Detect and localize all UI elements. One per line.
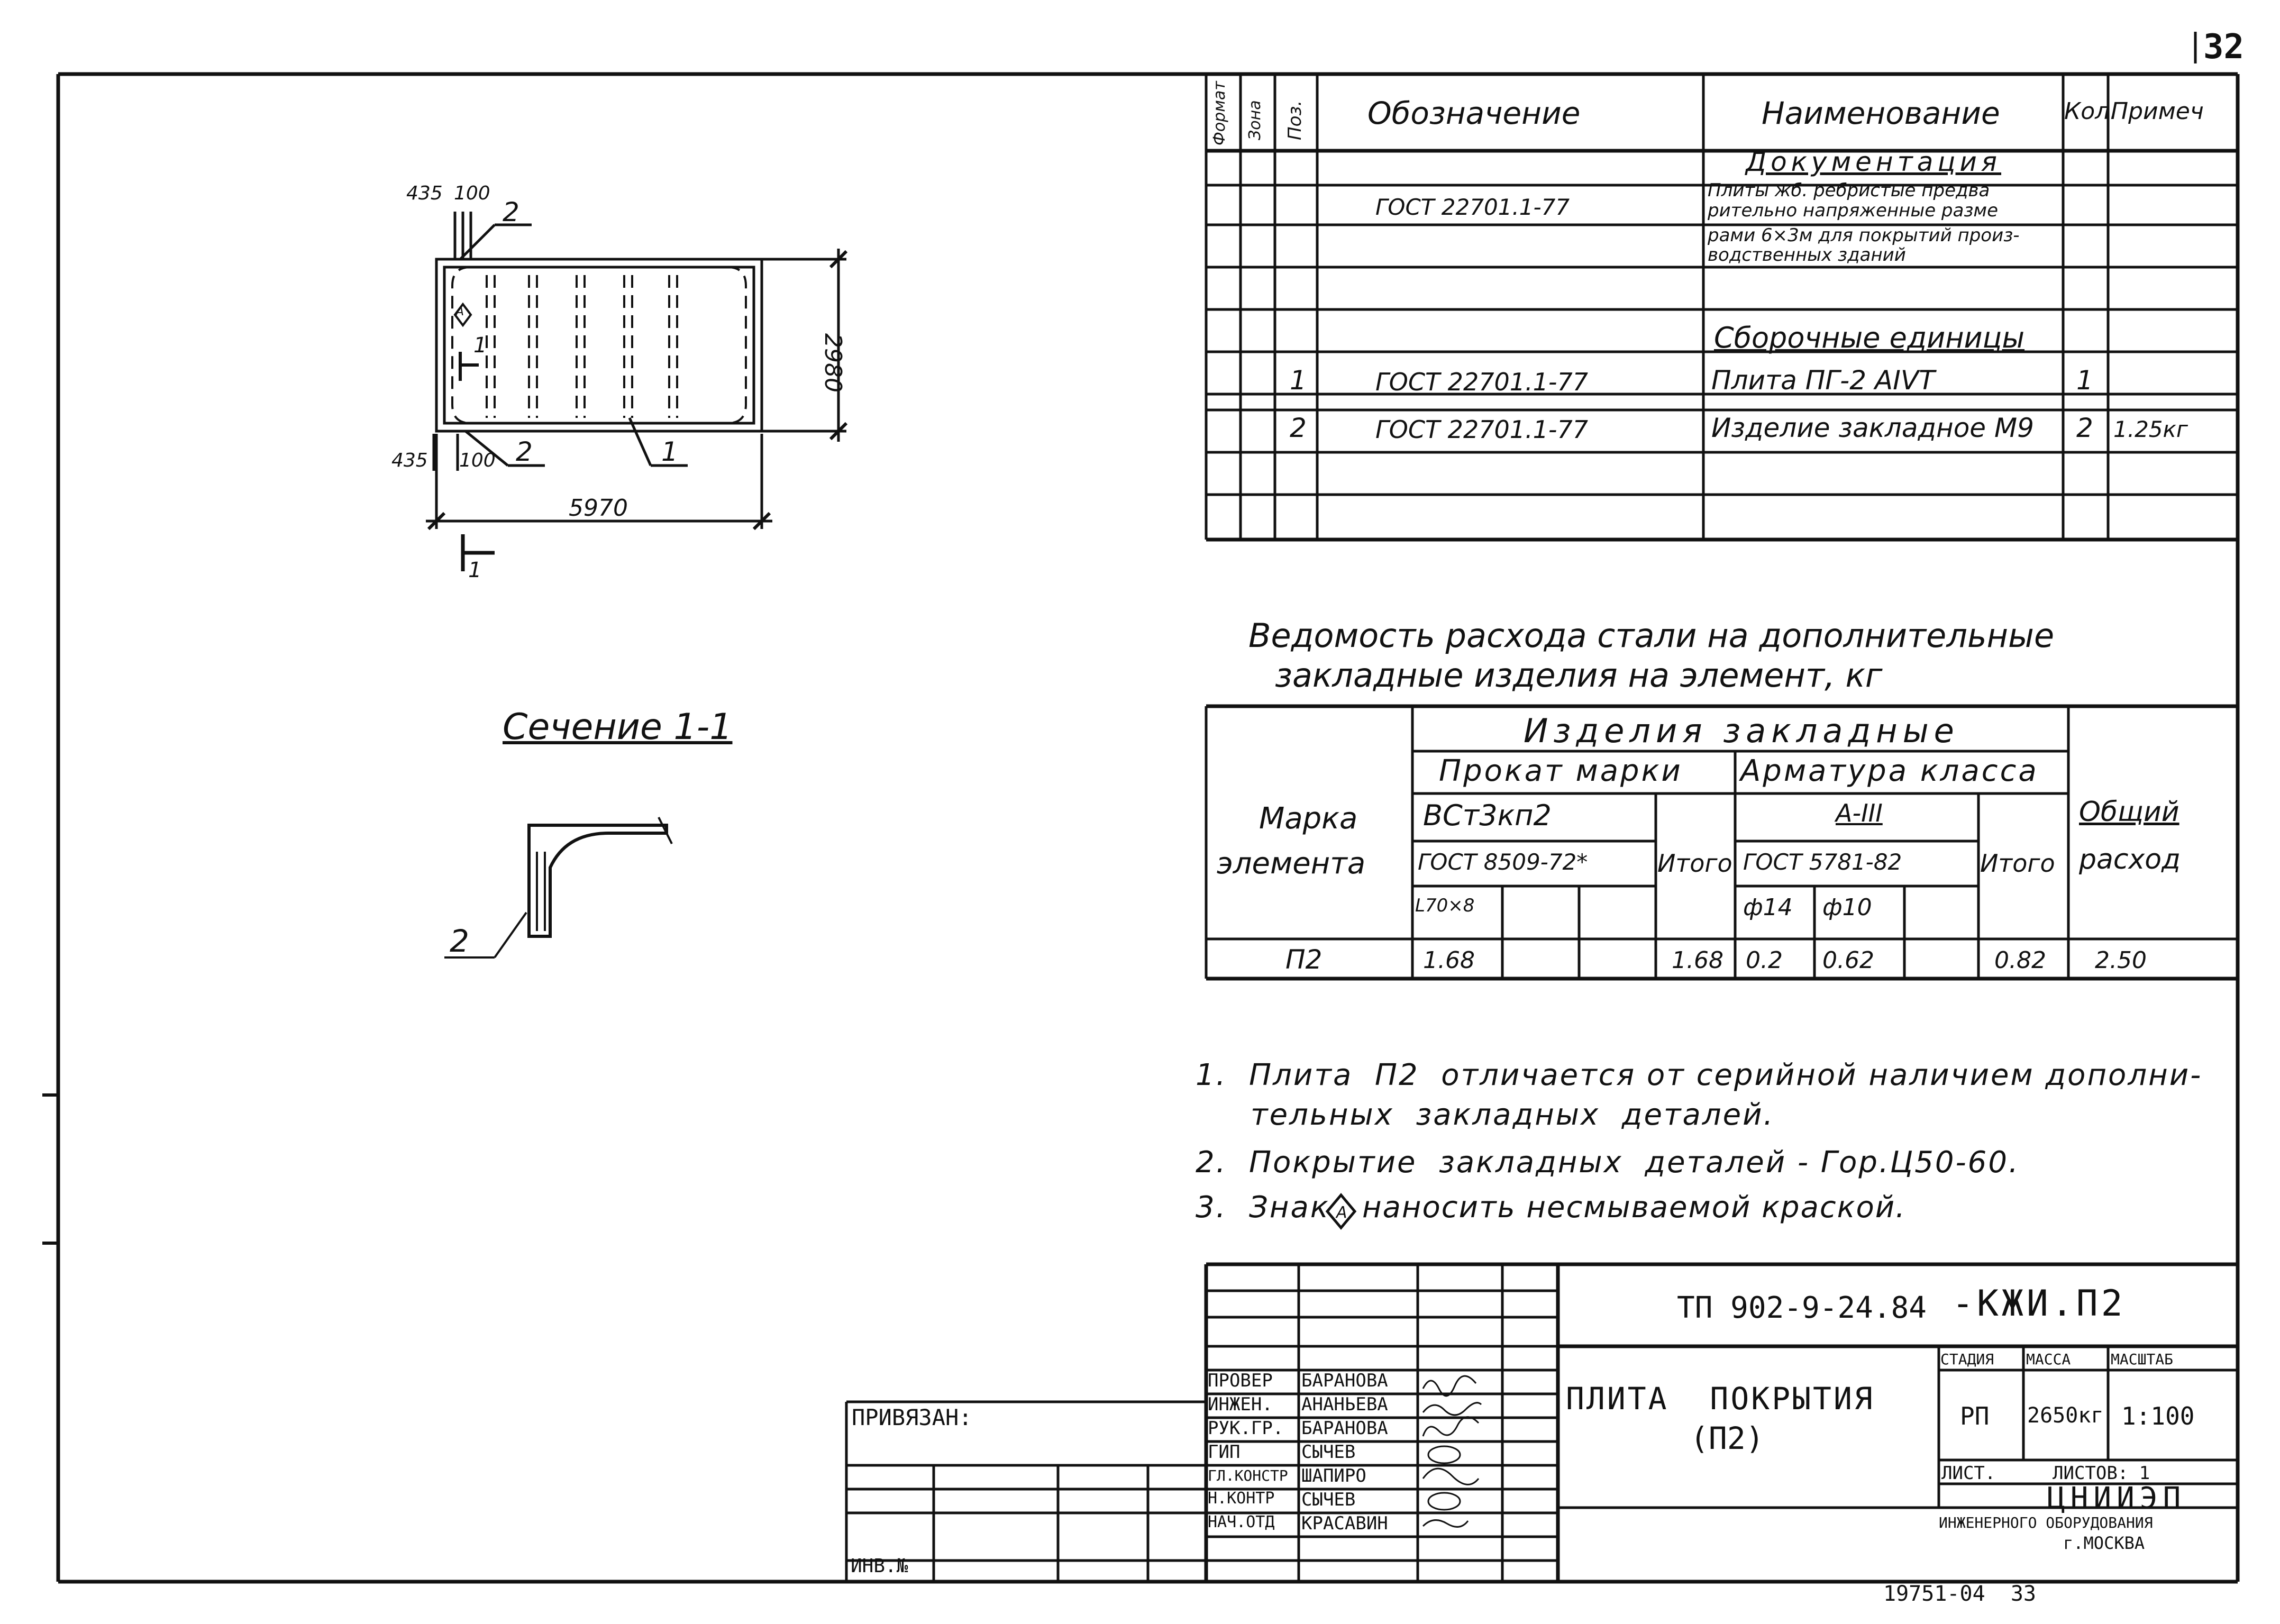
section-title: Сечение 1-1 (503, 706, 733, 748)
steel-h-class: А-III (1836, 799, 1883, 827)
value-scale: 1:100 (2121, 1402, 2195, 1430)
note-2: 2. Покрытие закладных деталей - Гор.Ц50-60. (1196, 1145, 2020, 1180)
role-4: ГИП (1208, 1441, 1241, 1463)
spec-row-1-qty: 1 (2076, 365, 2093, 396)
spec-row-1-pos: 1 (1290, 365, 1307, 396)
org-name-2: ИНЖЕНЕРНОГО ОБОРУДОВАНИЯ (1939, 1514, 2153, 1531)
footer-code: 19751-04 33 (1883, 1582, 2036, 1606)
steel-h-total-1: Итого (1657, 849, 1732, 878)
spec-header-pos: Поз. (1284, 100, 1306, 140)
callout-2-top: 2 (503, 197, 519, 227)
role-3: РУК.ГР. (1208, 1418, 1284, 1439)
name-5: ШАПИРО (1301, 1465, 1366, 1486)
header-scale: МАСШТАБ (2111, 1351, 2174, 1368)
steel-h-sum-2: расход (2079, 844, 2181, 875)
spec-header-name: Наименование (1762, 95, 2000, 131)
name-1: БАРАНОВА (1301, 1370, 1388, 1391)
header-mass: МАССА (2026, 1351, 2071, 1368)
doc-suffix: -КЖИ.П2 (1952, 1283, 2126, 1325)
org-name-3: г.МОСКВА (2063, 1533, 2145, 1553)
steel-h-rebar: Арматура класса (1740, 754, 2039, 788)
steel-h-products: Изделия закладные (1524, 711, 1959, 750)
spec-row-2-name: Изделие закладное М9 (1711, 413, 2034, 443)
name-4: СЫЧЕВ (1301, 1441, 1356, 1463)
steel-h-steel: ВСт3кп2 (1423, 799, 1552, 832)
spec-section-units: Сборочные единицы (1714, 321, 2025, 354)
sheet-label: ЛИСТ. (1941, 1463, 1996, 1484)
steel-row-angle: 1.68 (1423, 947, 1475, 974)
spec-header-zone: Зона (1246, 100, 1264, 140)
steel-h-d14: ф14 (1743, 894, 1793, 921)
header-stage: СТАДИЯ (1940, 1351, 1994, 1368)
svg-text:A: A (1336, 1203, 1347, 1222)
spec-section-docs: Документация (1746, 147, 2001, 177)
dim-width: 5970 (569, 495, 628, 522)
value-mass: 2650кг (2027, 1403, 2104, 1428)
steel-h-gost1: ГОСТ 8509-72* (1418, 849, 1588, 875)
steel-h-d10: ф10 (1822, 894, 1872, 921)
steel-row-total-2: 0.82 (1994, 947, 2046, 974)
spec-row-1-designation: ГОСТ 22701.1-77 (1375, 368, 1589, 396)
spec-doc-name-3: рами 6×3м для покрытий произ- (1708, 225, 2020, 246)
doc-code: ТП 902-9-24.84 (1677, 1291, 1927, 1325)
spec-header-note: Примеч (2111, 98, 2204, 125)
name-3: БАРАНОВА (1301, 1418, 1388, 1439)
inv-label: ИНВ.№ (851, 1555, 908, 1577)
section-callout-2: 2 (450, 923, 469, 959)
callout-2-bottom: 2 (516, 436, 533, 467)
marker-symbol: A (456, 305, 464, 318)
role-7: НАЧ.ОТД (1208, 1513, 1275, 1531)
spec-header-qty: Кол. (2064, 98, 2118, 125)
page-number: 32 (2203, 28, 2245, 67)
spec-row-1-name: Плита ПГ-2 АIVТ (1711, 365, 1935, 396)
value-stage: РП (1960, 1402, 1990, 1430)
dim-100-top: 100 (454, 183, 490, 204)
steel-h-total-2: Итого (1980, 849, 2055, 878)
steel-row-mark: П2 (1285, 944, 1323, 975)
role-1: ПРОВЕР (1208, 1370, 1273, 1391)
org-name-1: ЦНИИЭП (2047, 1481, 2186, 1516)
section-mark-below: 1 (468, 558, 482, 582)
steel-title-1: Ведомость расхода стали на дополнительные (1248, 616, 2055, 655)
spec-row-2-note: 1.25кг (2113, 416, 2188, 442)
spec-header-designation: Обозначение (1367, 95, 1581, 131)
callout-1: 1 (661, 436, 678, 467)
steel-h-rolled: Прокат марки (1439, 754, 1683, 788)
role-5: ГЛ.КОНСТР (1208, 1467, 1288, 1484)
spec-header-format: Формат (1210, 81, 1229, 145)
note-1-line-2: тельных закладных деталей. (1196, 1098, 1775, 1132)
role-6: Н.КОНТР (1208, 1489, 1275, 1508)
drawing-title-2: (П2) (1690, 1420, 1764, 1456)
dim-100-bottom: 100 (459, 450, 496, 471)
dim-435-top: 435 (406, 183, 443, 204)
spec-doc-name-1: Плиты жб. ребристые предва (1708, 180, 1990, 201)
spec-doc-designation: ГОСТ 22701.1-77 (1375, 194, 1570, 220)
steel-row-sum: 2.50 (2095, 947, 2147, 974)
drawing-title-1: ПЛИТА ПОКРЫТИЯ (1566, 1381, 1875, 1417)
steel-title-2: закладные изделия на элемент, кг (1275, 656, 1883, 695)
steel-h-sum-1: Общий (2079, 796, 2179, 828)
note-1-line-1: 1. Плита П2 отличается от серийной наличием дополни- (1196, 1058, 2203, 1092)
name-6: СЫЧЕВ (1301, 1489, 1356, 1510)
name-7: КРАСАВИН (1301, 1513, 1388, 1534)
note-3-text: наносить несмываемой краской. (1362, 1190, 1906, 1225)
spec-row-2-qty: 2 (2076, 413, 2093, 443)
dim-height: 2980 (819, 333, 846, 393)
spec-row-2-pos: 2 (1290, 413, 1307, 443)
spec-doc-name-4: водственных зданий (1708, 244, 1906, 266)
steel-row-d10: 0.62 (1822, 947, 1874, 974)
note-3-prefix: 3. Знак (1196, 1190, 1330, 1225)
steel-h-gost2: ГОСТ 5781-82 (1743, 849, 1902, 875)
privyazan-label: ПРИВЯЗАН: (852, 1404, 972, 1430)
steel-h-mark-1: Марка (1259, 801, 1358, 836)
steel-row-total-1: 1.68 (1672, 947, 1723, 974)
section-mark-plan: 1 (473, 333, 487, 358)
role-2: ИНЖЕН. (1208, 1394, 1273, 1415)
spec-doc-name-2: рительно напряженные разме (1708, 200, 1998, 221)
sheets-label: ЛИСТОВ: 1 (2053, 1463, 2150, 1484)
spec-row-2-designation: ГОСТ 22701.1-77 (1375, 415, 1589, 444)
steel-h-mark-2: элемента (1217, 846, 1366, 881)
dim-435-bottom: 435 (391, 450, 428, 471)
steel-h-angle: L70×8 (1415, 895, 1475, 916)
steel-row-d14: 0.2 (1746, 947, 1783, 974)
name-2: АНАНЬЕВА (1301, 1394, 1388, 1415)
